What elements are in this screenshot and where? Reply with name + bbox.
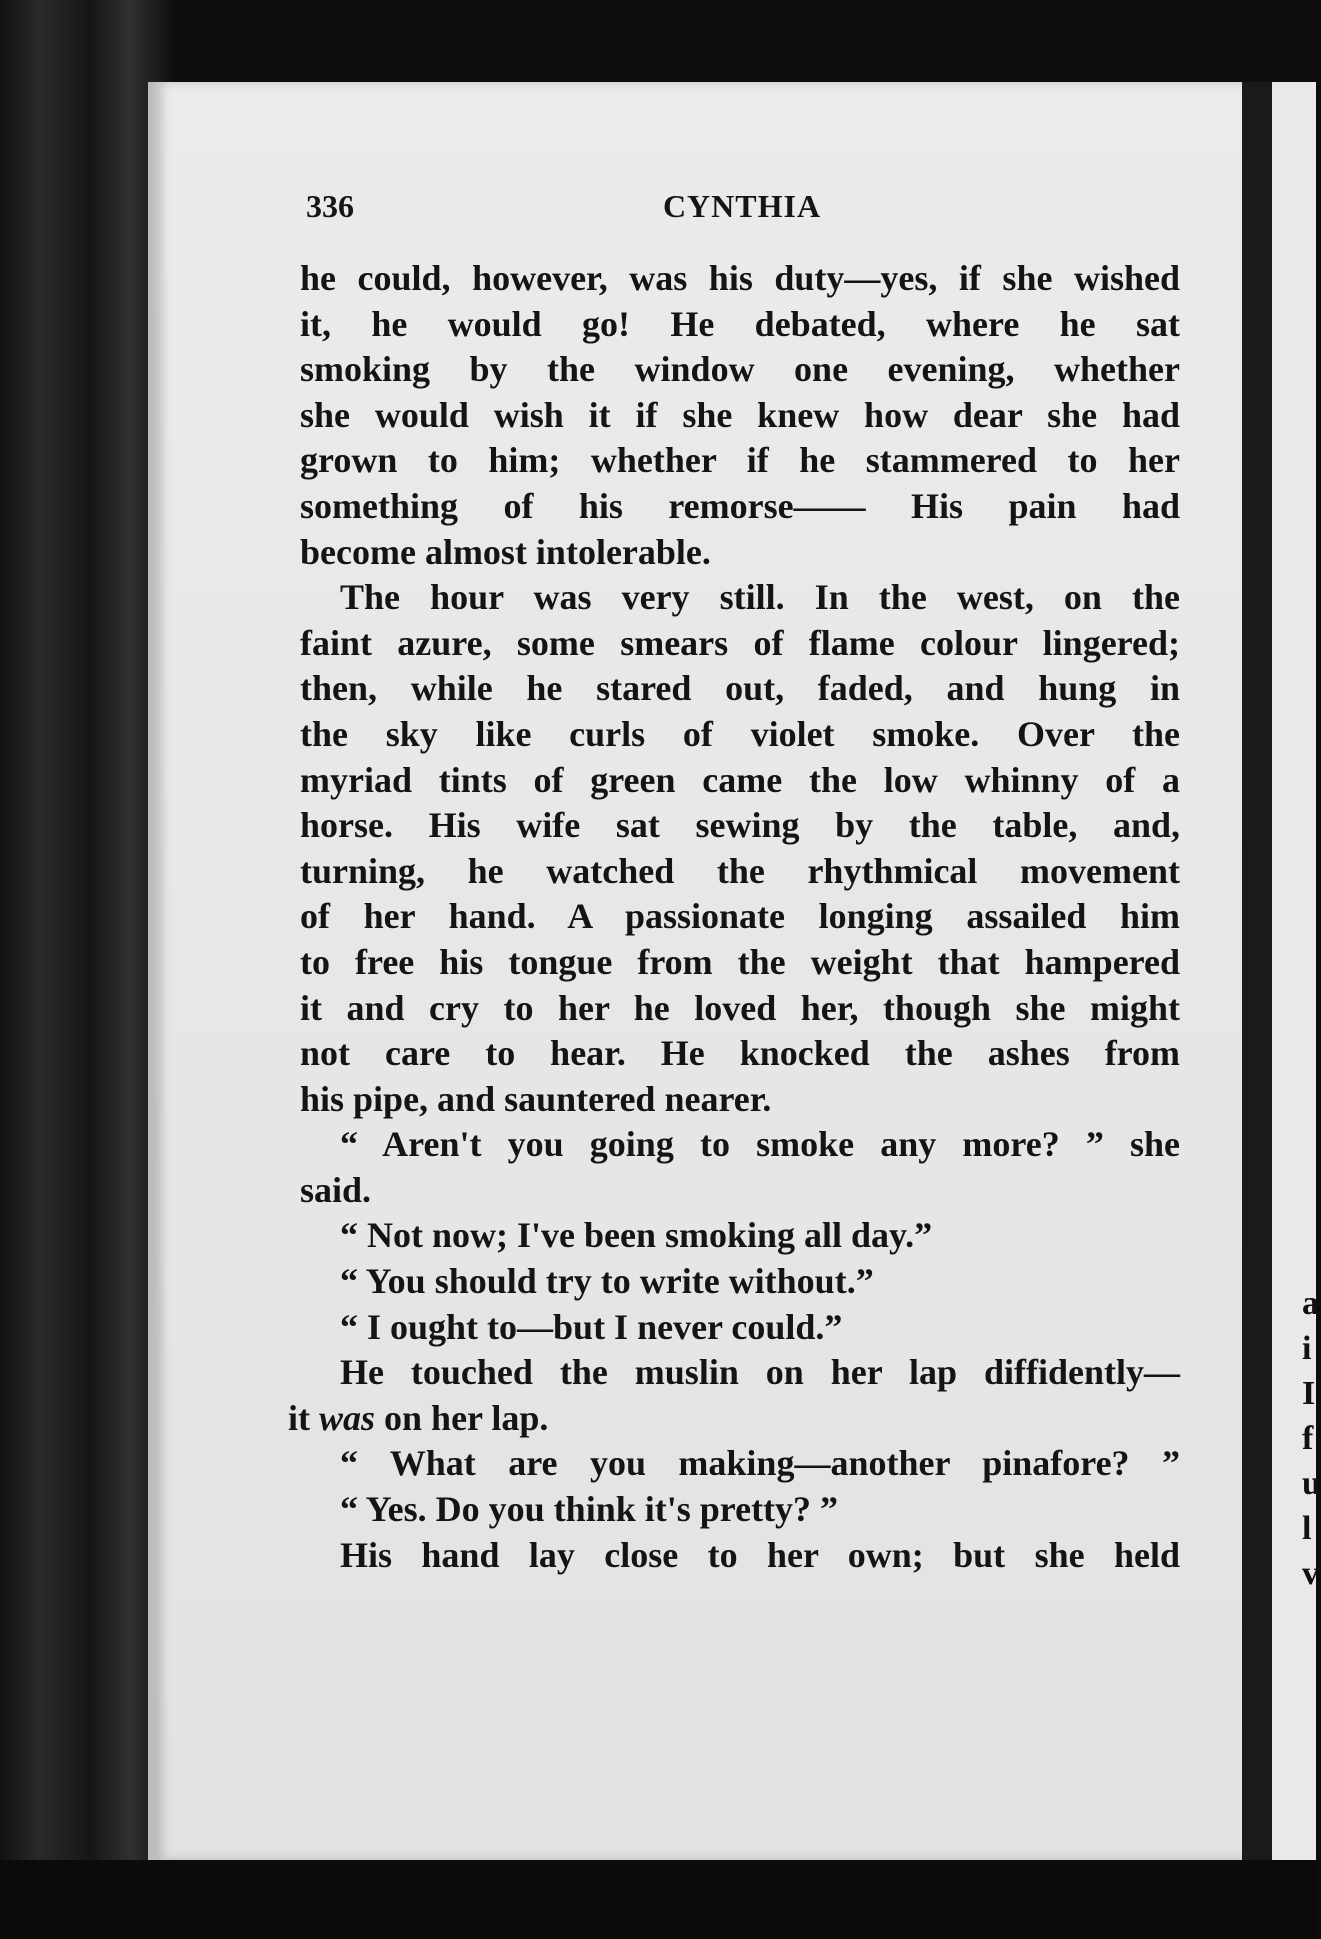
text-line: “ Aren't you going to smoke any more? ” she xyxy=(340,1124,1180,1165)
text-line: she would wish it if she knew how dear she had xyxy=(300,394,1180,435)
text-line: of her hand. A passionate longing assailed him xyxy=(300,896,1180,937)
text-line: “ You should try to write without.” xyxy=(340,1261,874,1302)
text-line: something of his remorse—— His pain had xyxy=(300,485,1180,526)
text-line: faint azure, some smears of flame colour lingered; xyxy=(300,622,1180,663)
text-line: smoking by the window one evening, whether xyxy=(300,349,1180,390)
text-line: myriad tints of green came the low whinny of a xyxy=(300,759,1180,800)
facing-page-letter: f xyxy=(1302,1420,1314,1457)
scan-bottom-border xyxy=(0,1860,1316,1939)
text-line: the sky like curls of violet smoke. Over the xyxy=(300,713,1180,754)
text-line: turning, he watched the rhythmical movement xyxy=(300,850,1180,891)
text-line: The hour was very still. In the west, on the xyxy=(340,577,1180,618)
facing-page-letter: v xyxy=(1302,1555,1319,1592)
text-line: “ What are you making—another pinafore? ” xyxy=(340,1443,1180,1484)
running-title: CYNTHIA xyxy=(662,188,822,224)
text-line: it was on her lap. xyxy=(288,1397,549,1438)
text-line: horse. His wife sat sewing by the table, and, xyxy=(300,805,1180,846)
text-line: “ I ought to—but I never could.” xyxy=(340,1306,843,1347)
facing-page-letter: u xyxy=(1302,1465,1321,1502)
text-line: “ Yes. Do you think it's pretty? ” xyxy=(340,1489,839,1530)
page-gutter-shadow xyxy=(1242,82,1272,1860)
facing-page-letter: I xyxy=(1302,1375,1316,1412)
text-line: “ Not now; I've been smoking all day.” xyxy=(340,1215,933,1256)
facing-page-letter: a xyxy=(1302,1285,1319,1322)
text-line: then, while he stared out, faded, and hung in xyxy=(300,668,1180,709)
page-number: 336 xyxy=(306,188,354,224)
facing-page-edge xyxy=(1272,82,1321,1860)
text-line: his pipe, and sauntered nearer. xyxy=(300,1078,772,1119)
italic-word: was xyxy=(319,1397,376,1438)
text-line: said. xyxy=(300,1169,372,1210)
text-line: it, he would go! He debated, where he sat xyxy=(300,303,1180,344)
text-line: to free his tongue from the weight that hampered xyxy=(300,941,1180,982)
text-line: grown to him; whether if he stammered to her xyxy=(300,440,1180,481)
page-header xyxy=(306,188,1178,228)
text-line: he could, however, was his duty—yes, if she wished xyxy=(300,258,1180,298)
text-line: His hand lay close to her own; but she held xyxy=(340,1534,1180,1575)
text-line: become almost intolerable. xyxy=(300,531,711,572)
facing-page-letter: i xyxy=(1302,1330,1312,1367)
text-line: it and cry to her he loved her, though she might xyxy=(300,987,1180,1028)
text-line: not care to hear. He knocked the ashes from xyxy=(300,1033,1180,1074)
facing-page-letter: l xyxy=(1302,1510,1312,1547)
body-text xyxy=(288,256,1180,1578)
text-line: He touched the muslin on her lap diffidently— xyxy=(340,1352,1180,1393)
